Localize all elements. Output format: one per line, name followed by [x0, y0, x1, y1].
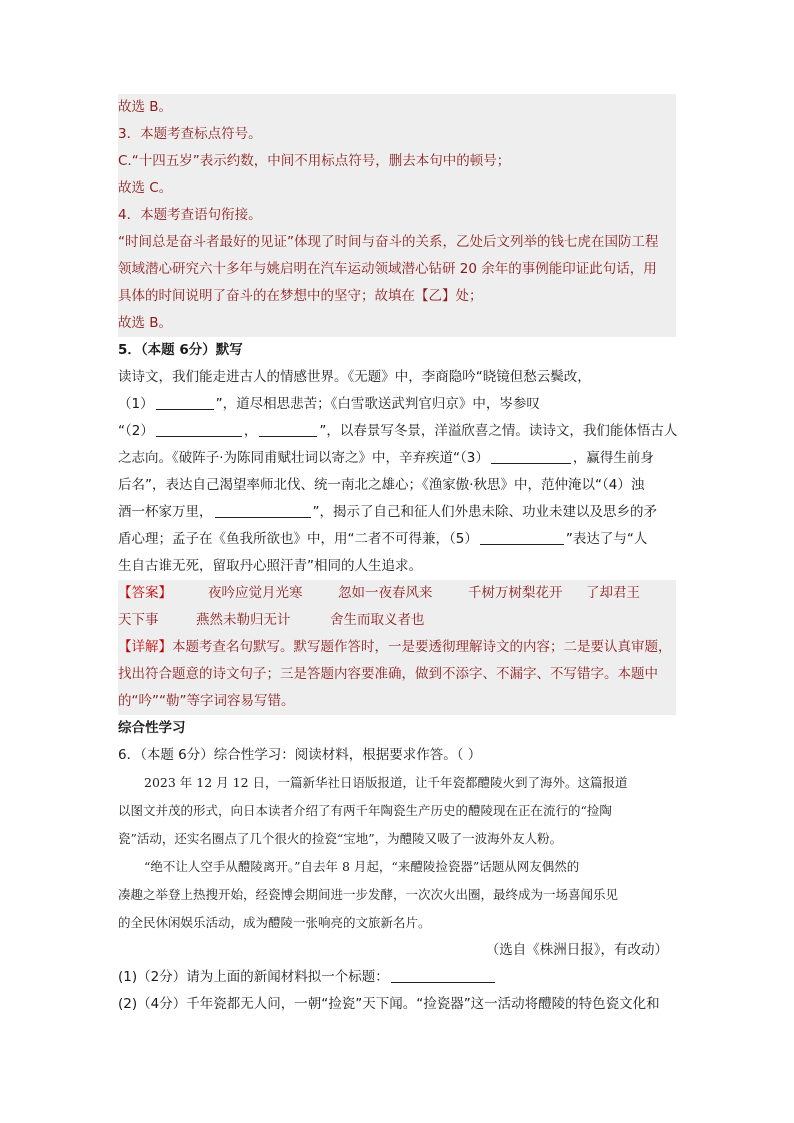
analysis-line: 故选 B。: [118, 310, 676, 337]
blank-2a[interactable]: [156, 422, 242, 437]
answer-label: 【答案】: [118, 585, 172, 601]
analysis-line: 4．本题考查语句衔接。: [118, 202, 676, 229]
answer-item: 舍生而取义者也: [330, 612, 425, 628]
detail-line: [118, 634, 676, 661]
analysis-line: C.“十四五岁”表示约数，中间不用标点符号，删去本句中的顿号；: [118, 148, 676, 175]
detail-line: 的“吟”“勒”等字词容易写错。: [118, 688, 676, 715]
news-line: 瓷”活动，还实名圈点了几个很火的捡瓷“宝地”，为醴陵又吸了一波海外友人粉。: [118, 831, 563, 846]
text-segment: 之志向。《破阵子·为陈同甫赋壮词以寄之》中，辛弃疾道“（3）: [118, 450, 489, 466]
blank-1[interactable]: [156, 395, 214, 410]
answer-row: [118, 607, 676, 634]
analysis-line: 3．本题考查标点符号。: [118, 121, 676, 148]
answer-item: 夜吟应觉月光寒: [208, 585, 303, 601]
detail-text: 本题考查名句默写。默写题作答时，一是要透彻理解诗文的内容；二是要认真审题，: [172, 639, 672, 655]
answer-row: [118, 580, 676, 607]
answer-item: 天下事: [118, 612, 159, 628]
question-5-text: 读诗文，我们能走进古人的情感世界。《无题》中，李商隐吟“晓镜但愁云鬓改，: [118, 369, 591, 385]
answer-item: 千树万树梨花开: [468, 585, 563, 601]
text-segment: （1）: [118, 396, 154, 412]
news-line: 2023 年 12 月 12 日，一篇新华社日语版报道，让千年瓷都醴陵火到了海外。这篇报道: [144, 775, 628, 790]
question-5-text: 后名”，表达自己渴望率师北伐、统一南北之雄心；《渔家傲·秋思》中，范仲淹以“（4）浊: [118, 477, 645, 493]
analysis-line: 故选 C。: [118, 175, 676, 202]
blank-4[interactable]: [215, 503, 311, 518]
question-5-text: [118, 526, 676, 553]
question-5-text: [118, 445, 676, 472]
text-segment: ，赢得生前身: [572, 450, 654, 466]
question-5-text: [118, 499, 676, 526]
question-6-part-1: [118, 964, 676, 991]
title-blank[interactable]: [391, 968, 495, 983]
analysis-line: 具体的时间说明了奋斗的在梦想中的坚守；故填在【乙】处；: [118, 283, 676, 310]
question-5-text: [118, 391, 676, 418]
analysis-block: [118, 94, 676, 337]
answer-block: [118, 580, 676, 715]
text-segment: (1)（2分）请为上面的新闻材料拟一个标题：: [118, 969, 389, 985]
text-segment: ”，揭示了自己和征人们外患未除、功业未建以及思乡的矛: [312, 504, 657, 520]
question-6-part-2: (2)（4分）千年瓷都无人问，一朝“捡瓷”天下闻。“捡瓷器”这一活动将醴陵的特色瓷文化和: [118, 996, 660, 1012]
document-page: [118, 94, 676, 1018]
question-6-title: 6．（本题 6分）综合性学习：阅读材料，根据要求作答。（ ）: [118, 747, 482, 763]
question-5-text: 生自古谁无死，留取丹心照汗青”相同的人生追求。: [118, 558, 422, 574]
question-5-text: [118, 418, 676, 445]
text-segment: 盾心理；孟子在《鱼我所欲也》中，用“二者不可得兼，（5）: [118, 531, 478, 547]
text-segment: ”，以春景写冬景，洋溢欣喜之情。读诗文，我们能体悟古人: [319, 423, 678, 439]
text-segment: ，: [243, 423, 258, 439]
analysis-line: 领域潜心研究六十多年与姚启明在汽车运动领域潜心钻研 20 余年的事例能印证此句话，用: [118, 256, 676, 283]
section-heading: 综合性学习: [118, 720, 186, 736]
detail-label: 【详解】: [118, 639, 172, 655]
news-material: [118, 769, 676, 937]
news-line: “绝不让人空手从醴陵离开。”自去年 8 月起，“来醴陵捡瓷器”话题从网友偶然的: [144, 859, 580, 874]
analysis-line: “时间总是奋斗者最好的见证”体现了时间与奋斗的关系，乙处后文列举的钱七虎在国防工程: [118, 229, 676, 256]
text-segment: ”，道尽相思悲苦；《白雪歌送武判官归京》中，岑参叹: [215, 396, 540, 412]
answer-item: 忽如一夜春风来: [338, 585, 433, 601]
news-line: 的全民休闲娱乐活动，成为醴陵一张响亮的文旅新名片。: [118, 915, 431, 930]
blank-3[interactable]: [491, 449, 571, 464]
text-segment: “（2）: [118, 423, 154, 439]
question-5-title: 5．（本题 6分）默写: [118, 342, 243, 358]
news-line: 凑趣之举登上热搜开始，经瓷博会期间进一步发酵，一次次火出圈，最终成为一场喜闻乐见: [118, 887, 619, 902]
answer-item: 了却君王: [586, 585, 640, 601]
blank-2b[interactable]: [259, 422, 317, 437]
text-segment: ”表达了与“人: [565, 531, 648, 547]
answer-item: 燕然未勒归无计: [196, 612, 291, 628]
news-line: 以图文并茂的形式，向日本读者介绍了有两千年陶瓷生产历史的醴陵现在正在流行的“捡陶: [118, 803, 612, 818]
text-segment: 酒一杯家万里，: [118, 504, 213, 520]
news-source: （选自《株洲日报》，有改动）: [485, 942, 668, 958]
analysis-line: 故选 B。: [118, 94, 676, 121]
detail-line: 找出符合题意的诗文句子；三是答题内容要准确，做到不添字、不漏字、不写错字。本题中: [118, 661, 676, 688]
blank-5[interactable]: [480, 530, 564, 545]
